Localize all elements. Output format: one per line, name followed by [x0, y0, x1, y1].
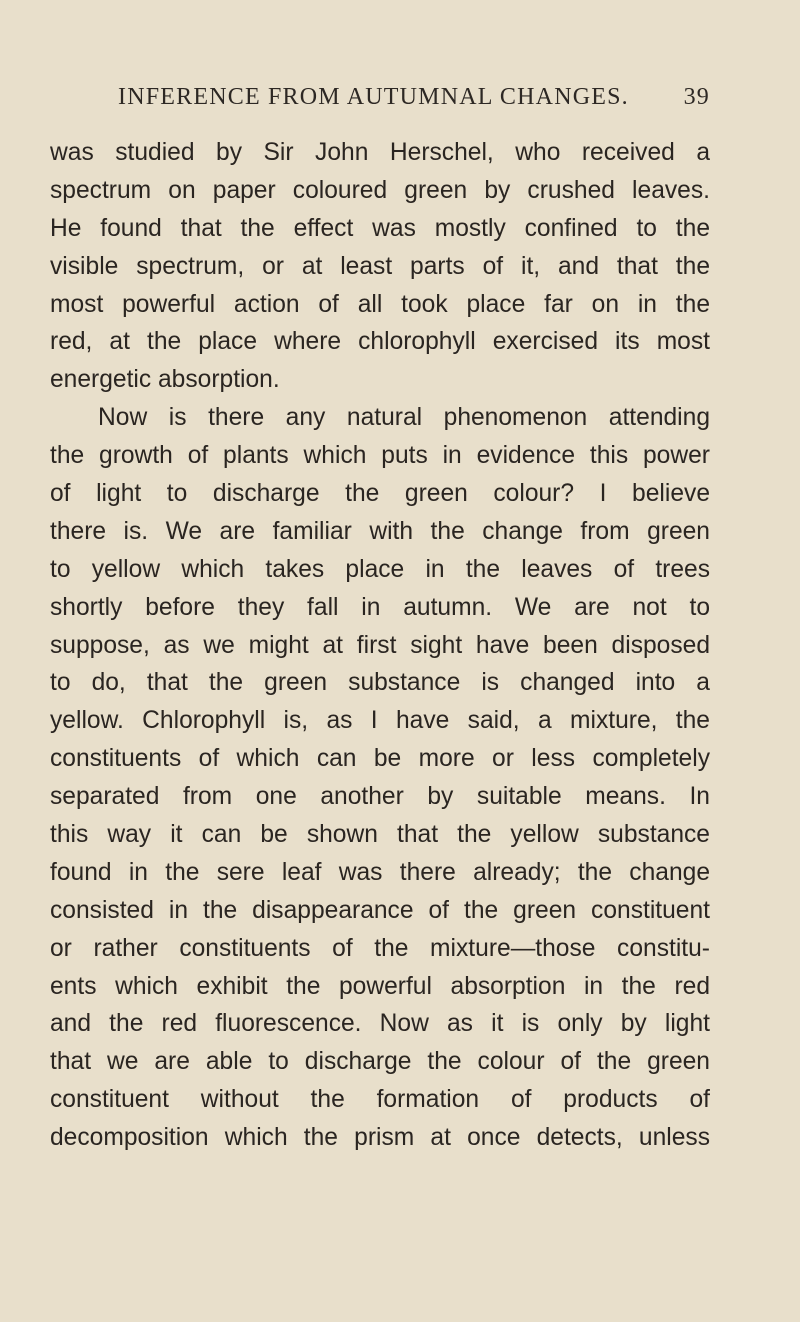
text-line: there is. We are familiar with the change from green: [50, 517, 710, 545]
running-title: INFERENCE FROM AUTUMNAL CHANGES.: [118, 84, 629, 110]
running-head: [118, 79, 710, 115]
text-line: spectrum on paper coloured green by crushed leaves.: [50, 176, 710, 204]
text-line: yellow. Chlorophyll is, as I have said, a mixture, the: [50, 707, 710, 735]
body-text: [50, 134, 710, 1157]
text-line: ents which exhibit the powerful absorption in the red: [50, 972, 710, 1000]
text-line: constituent without the formation of products of: [50, 1086, 710, 1114]
text-line: red, at the place where chlorophyll exercised its most: [50, 328, 710, 356]
text-line: constituents of which can be more or less completely: [50, 745, 710, 773]
text-line: suppose, as we might at first sight have been disposed: [50, 631, 710, 659]
text-line: separated from one another by suitable means. In: [50, 783, 710, 811]
text-line: of light to discharge the green colour? I believe: [50, 480, 710, 508]
text-line: energetic absorption.: [50, 366, 280, 394]
text-line: or rather constituents of the mixture—those constitu-: [50, 934, 710, 962]
page-number: 39: [683, 84, 710, 110]
text-line: that we are able to discharge the colour of the green: [50, 1048, 710, 1076]
text-line: this way it can be shown that the yellow substance: [50, 821, 710, 849]
text-line: visible spectrum, or at least parts of it, and that the: [50, 252, 710, 280]
text-line: consisted in the disappearance of the green constituent: [50, 896, 710, 924]
text-line: He found that the effect was mostly confined to the: [50, 214, 710, 242]
text-line: decomposition which the prism at once detects, unless: [50, 1124, 710, 1152]
text-line: to do, that the green substance is changed into a: [50, 669, 710, 697]
text-line: was studied by Sir John Herschel, who received a: [50, 139, 710, 166]
text-line: shortly before they fall in autumn. We are not to: [50, 593, 710, 621]
text-line: Now is there any natural phenomenon attending: [98, 404, 710, 432]
text-line: most powerful action of all took place far on in the: [50, 290, 710, 318]
text-line: and the red fluorescence. Now as it is only by light: [50, 1010, 710, 1038]
text-line: the growth of plants which puts in evidence this power: [50, 442, 710, 470]
text-line: to yellow which takes place in the leaves of trees: [50, 555, 710, 583]
text-line: found in the sere leaf was there already; the change: [50, 858, 710, 886]
